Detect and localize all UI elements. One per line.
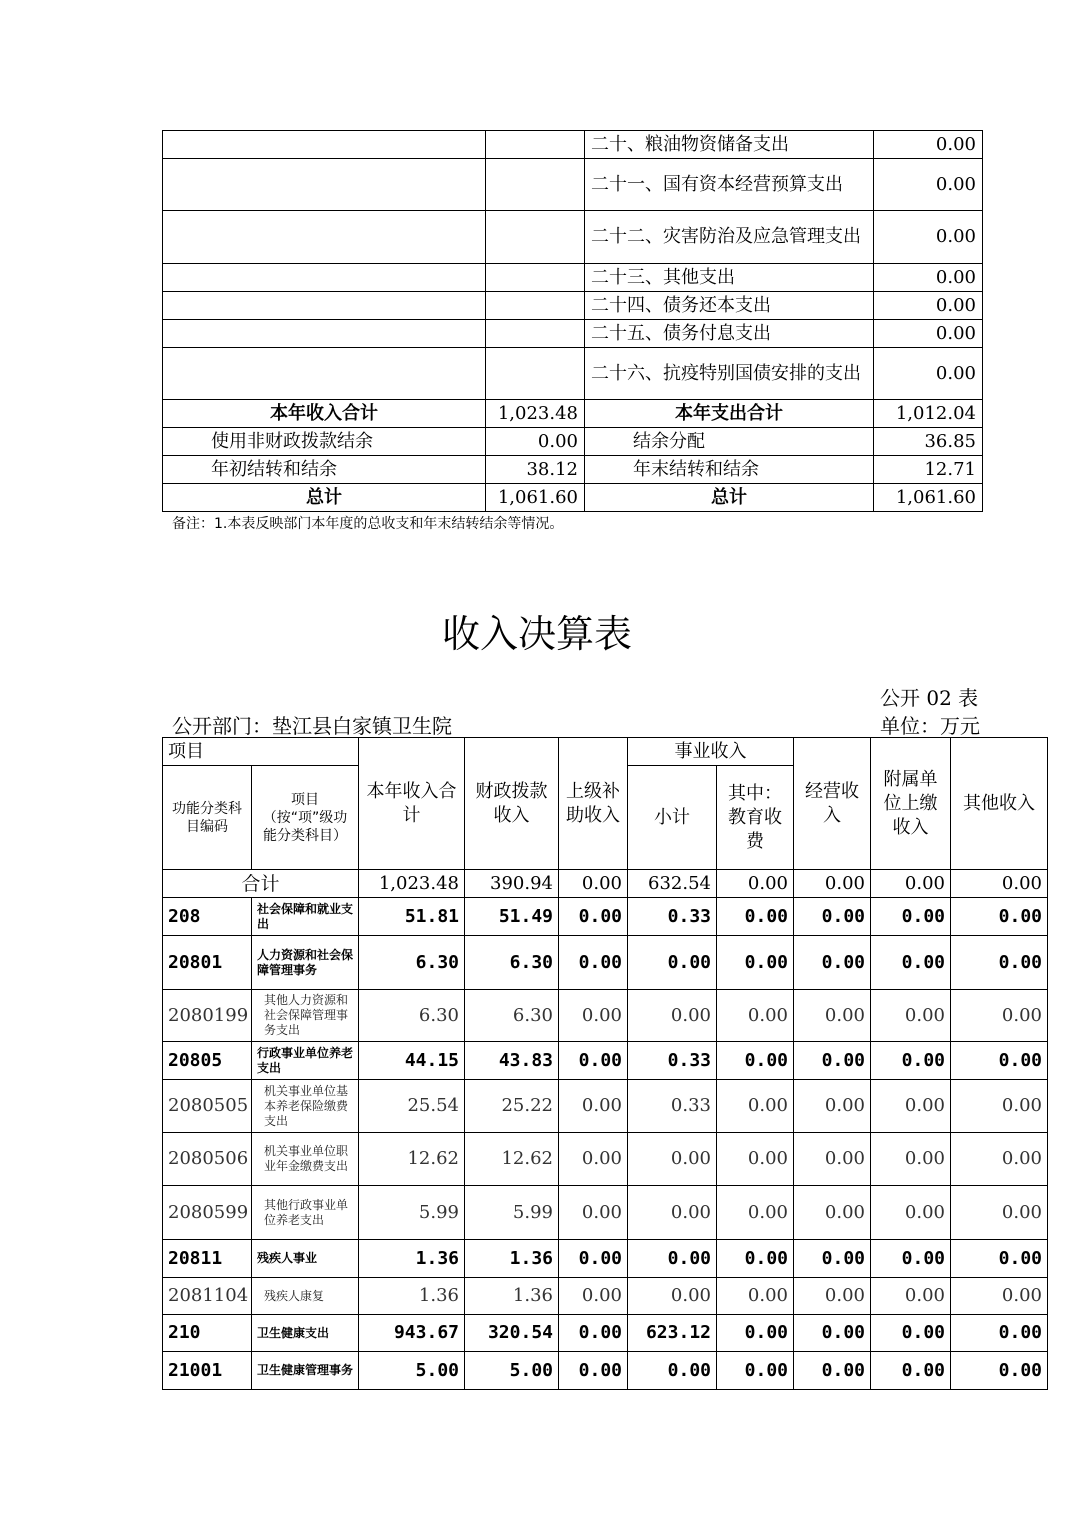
- total-other: 0.00: [951, 870, 1048, 898]
- budget-summary-body: [163, 131, 983, 400]
- header-fiscal: 财政拨款收入: [465, 738, 559, 870]
- income-amount-cell: [486, 211, 585, 264]
- row-operating: 0.00: [794, 1240, 871, 1278]
- row-subtotal: 0.33: [628, 1080, 717, 1133]
- row-total: 44.15: [359, 1042, 465, 1080]
- table-row: [163, 1315, 1048, 1352]
- expense-row: [163, 292, 983, 320]
- row-operating: 0.00: [794, 1278, 871, 1315]
- income-total-label: 本年收入合计: [163, 400, 486, 428]
- row-superior: 0.00: [559, 990, 628, 1042]
- table-row: [163, 898, 1048, 936]
- row-superior: 0.00: [559, 1352, 628, 1390]
- table-row: [163, 1186, 1048, 1240]
- expense-amount: 0.00: [874, 131, 983, 159]
- row-total: 5.00: [359, 1352, 465, 1390]
- header-affiliate: 附属单位上缴收入: [871, 738, 951, 870]
- expense-item-label: 二十、粮油物资储备支出: [585, 131, 874, 159]
- table-number: 公开 02 表: [880, 686, 979, 710]
- income-table-body: [163, 870, 1048, 1390]
- row-subtotal: 0.33: [628, 1042, 717, 1080]
- income-item-cell: [163, 264, 486, 292]
- table-row: [163, 1352, 1048, 1390]
- row-affiliate: 0.00: [871, 990, 951, 1042]
- expense-row: [163, 320, 983, 348]
- income-total-value: 1,023.48: [486, 400, 585, 428]
- income-amount-cell: [486, 348, 585, 400]
- total-label: 合计: [163, 870, 359, 898]
- income-amount-cell: [486, 264, 585, 292]
- total-affiliate: 0.00: [871, 870, 951, 898]
- header-name: 项目（按“项”级功能分类科目）: [252, 766, 359, 870]
- begin-balance-label: 年初结转和结余: [163, 456, 486, 484]
- income-item-cell: [163, 348, 486, 400]
- row-edu: 0.00: [717, 1186, 794, 1240]
- header-other: 其他收入: [951, 738, 1048, 870]
- row-code: 2080599: [163, 1186, 252, 1240]
- row-total: 943.67: [359, 1315, 465, 1352]
- row-other: 0.00: [951, 936, 1048, 990]
- header-operating: 经营收入: [794, 738, 871, 870]
- row-name: 人力资源和社会保障管理事务: [252, 936, 359, 990]
- header-item: 项目: [163, 738, 359, 766]
- row-other: 0.00: [951, 1278, 1048, 1315]
- row-fiscal: 1.36: [465, 1240, 559, 1278]
- row-name: 卫生健康支出: [252, 1315, 359, 1352]
- row-edu: 0.00: [717, 1352, 794, 1390]
- income-item-cell: [163, 211, 486, 264]
- header-business: 事业收入: [628, 738, 794, 766]
- expense-amount: 0.00: [874, 292, 983, 320]
- row-other: 0.00: [951, 1042, 1048, 1080]
- begin-balance-value: 38.12: [486, 456, 585, 484]
- non-fiscal-label: 使用非财政拨款结余: [163, 428, 486, 456]
- row-name: 行政事业单位养老支出: [252, 1042, 359, 1080]
- row-code: 21001: [163, 1352, 252, 1390]
- row-edu: 0.00: [717, 898, 794, 936]
- table-row: [163, 990, 1048, 1042]
- row-code: 210: [163, 1315, 252, 1352]
- grand-total-label-expense: 总计: [585, 484, 874, 512]
- expense-row: [163, 131, 983, 159]
- row-total: 51.81: [359, 898, 465, 936]
- row-subtotal: 0.00: [628, 1186, 717, 1240]
- row-code: 20805: [163, 1042, 252, 1080]
- expense-amount: 0.00: [874, 348, 983, 400]
- header-edu: 其中：教育收费: [717, 766, 794, 870]
- row-fiscal: 5.00: [465, 1352, 559, 1390]
- expense-total-value: 1,012.04: [874, 400, 983, 428]
- income-amount-cell: [486, 159, 585, 211]
- expense-total-label: 本年支出合计: [585, 400, 874, 428]
- row-superior: 0.00: [559, 936, 628, 990]
- surplus-dist-label: 结余分配: [585, 428, 874, 456]
- expense-item-label: 二十一、国有资本经营预算支出: [585, 159, 874, 211]
- balance-row: [163, 456, 983, 484]
- unit-label: 单位：万元: [880, 714, 980, 738]
- income-table-header: [163, 738, 1048, 870]
- row-superior: 0.00: [559, 1186, 628, 1240]
- row-operating: 0.00: [794, 898, 871, 936]
- row-edu: 0.00: [717, 1042, 794, 1080]
- row-affiliate: 0.00: [871, 1080, 951, 1133]
- row-superior: 0.00: [559, 1315, 628, 1352]
- expense-row: [163, 211, 983, 264]
- row-superior: 0.00: [559, 1042, 628, 1080]
- income-item-cell: [163, 131, 486, 159]
- table-row: [163, 1080, 1048, 1133]
- row-fiscal: 6.30: [465, 990, 559, 1042]
- row-other: 0.00: [951, 990, 1048, 1042]
- header-subtotal: 小计: [628, 766, 717, 870]
- row-name: 其他行政事业单位养老支出: [252, 1186, 359, 1240]
- row-superior: 0.00: [559, 1133, 628, 1186]
- row-edu: 0.00: [717, 1240, 794, 1278]
- row-edu: 0.00: [717, 1133, 794, 1186]
- row-code: 2080505: [163, 1080, 252, 1133]
- row-code: 2080506: [163, 1133, 252, 1186]
- income-item-cell: [163, 320, 486, 348]
- row-other: 0.00: [951, 1133, 1048, 1186]
- income-amount-cell: [486, 131, 585, 159]
- budget-summary-footer: [163, 400, 983, 512]
- expense-amount: 0.00: [874, 320, 983, 348]
- row-affiliate: 0.00: [871, 936, 951, 990]
- row-superior: 0.00: [559, 898, 628, 936]
- row-total: 1.36: [359, 1278, 465, 1315]
- row-other: 0.00: [951, 1240, 1048, 1278]
- row-edu: 0.00: [717, 1278, 794, 1315]
- table-row: [163, 1042, 1048, 1080]
- row-edu: 0.00: [717, 1315, 794, 1352]
- row-operating: 0.00: [794, 1080, 871, 1133]
- income-item-cell: [163, 159, 486, 211]
- row-total: 5.99: [359, 1186, 465, 1240]
- row-operating: 0.00: [794, 1042, 871, 1080]
- expense-item-label: 二十四、债务还本支出: [585, 292, 874, 320]
- row-other: 0.00: [951, 898, 1048, 936]
- expense-amount: 0.00: [874, 159, 983, 211]
- row-superior: 0.00: [559, 1080, 628, 1133]
- row-subtotal: 0.00: [628, 1240, 717, 1278]
- row-total: 6.30: [359, 990, 465, 1042]
- row-name: 残疾人事业: [252, 1240, 359, 1278]
- row-name: 社会保障和就业支出: [252, 898, 359, 936]
- row-operating: 0.00: [794, 936, 871, 990]
- grand-total-label-income: 总计: [163, 484, 486, 512]
- expense-item-label: 二十五、债务付息支出: [585, 320, 874, 348]
- row-total: 6.30: [359, 936, 465, 990]
- income-amount-cell: [486, 292, 585, 320]
- row-affiliate: 0.00: [871, 1278, 951, 1315]
- row-name: 机关事业单位职业年金缴费支出: [252, 1133, 359, 1186]
- expense-item-label: 二十二、灾害防治及应急管理支出: [585, 211, 874, 264]
- total-fiscal: 390.94: [465, 870, 559, 898]
- row-fiscal: 6.30: [465, 936, 559, 990]
- row-subtotal: 0.33: [628, 898, 717, 936]
- expense-row: [163, 348, 983, 400]
- row-affiliate: 0.00: [871, 1133, 951, 1186]
- row-code: 2080199: [163, 990, 252, 1042]
- row-subtotal: 0.00: [628, 1278, 717, 1315]
- row-affiliate: 0.00: [871, 1315, 951, 1352]
- row-other: 0.00: [951, 1080, 1048, 1133]
- row-affiliate: 0.00: [871, 1042, 951, 1080]
- row-affiliate: 0.00: [871, 1352, 951, 1390]
- row-operating: 0.00: [794, 1315, 871, 1352]
- surplus-dist-value: 36.85: [874, 428, 983, 456]
- row-other: 0.00: [951, 1315, 1048, 1352]
- total-superior: 0.00: [559, 870, 628, 898]
- row-subtotal: 623.12: [628, 1315, 717, 1352]
- row-subtotal: 0.00: [628, 1133, 717, 1186]
- table-row: [163, 1240, 1048, 1278]
- non-fiscal-row: [163, 428, 983, 456]
- row-operating: 0.00: [794, 1133, 871, 1186]
- table-row: [163, 936, 1048, 990]
- row-code: 2081104: [163, 1278, 252, 1315]
- row-other: 0.00: [951, 1352, 1048, 1390]
- row-name: 机关事业单位基本养老保险缴费支出: [252, 1080, 359, 1133]
- header-code: 功能分类科目编码: [163, 766, 252, 870]
- row-code: 20811: [163, 1240, 252, 1278]
- row-operating: 0.00: [794, 1352, 871, 1390]
- expense-amount: 0.00: [874, 211, 983, 264]
- row-other: 0.00: [951, 1186, 1048, 1240]
- row-fiscal: 25.22: [465, 1080, 559, 1133]
- income-amount-cell: [486, 320, 585, 348]
- grand-total-income: 1,061.60: [486, 484, 585, 512]
- expense-item-label: 二十三、其他支出: [585, 264, 874, 292]
- total-operating: 0.00: [794, 870, 871, 898]
- row-fiscal: 320.54: [465, 1315, 559, 1352]
- row-fiscal: 5.99: [465, 1186, 559, 1240]
- table-row: [163, 1133, 1048, 1186]
- expense-row: [163, 264, 983, 292]
- table-note: 备注：1.本表反映部门本年度的总收支和年末结转结余等情况。: [172, 516, 564, 532]
- grand-total-expense: 1,061.60: [874, 484, 983, 512]
- row-fiscal: 1.36: [465, 1278, 559, 1315]
- row-fiscal: 43.83: [465, 1042, 559, 1080]
- income-table: [162, 737, 1048, 1390]
- header-superior: 上级补助收入: [559, 738, 628, 870]
- end-balance-label: 年末结转和结余: [585, 456, 874, 484]
- expense-item-label: 二十六、抗疫特别国债安排的支出: [585, 348, 874, 400]
- table-row: [163, 1278, 1048, 1315]
- end-balance-value: 12.71: [874, 456, 983, 484]
- row-superior: 0.00: [559, 1240, 628, 1278]
- page-title: 收入决算表: [441, 612, 632, 656]
- row-total: 25.54: [359, 1080, 465, 1133]
- row-subtotal: 0.00: [628, 1352, 717, 1390]
- row-fiscal: 51.49: [465, 898, 559, 936]
- non-fiscal-value: 0.00: [486, 428, 585, 456]
- row-subtotal: 0.00: [628, 936, 717, 990]
- row-edu: 0.00: [717, 990, 794, 1042]
- income-total-row: [163, 400, 983, 428]
- total-edu: 0.00: [717, 870, 794, 898]
- row-affiliate: 0.00: [871, 1186, 951, 1240]
- expense-amount: 0.00: [874, 264, 983, 292]
- row-operating: 0.00: [794, 1186, 871, 1240]
- row-code: 20801: [163, 936, 252, 990]
- row-name: 其他人力资源和社会保障管理事务支出: [252, 990, 359, 1042]
- income-item-cell: [163, 292, 486, 320]
- row-edu: 0.00: [717, 1080, 794, 1133]
- row-total: 12.62: [359, 1133, 465, 1186]
- row-affiliate: 0.00: [871, 1240, 951, 1278]
- row-edu: 0.00: [717, 936, 794, 990]
- total-total: 1,023.48: [359, 870, 465, 898]
- row-fiscal: 12.62: [465, 1133, 559, 1186]
- row-name: 卫生健康管理事务: [252, 1352, 359, 1390]
- row-affiliate: 0.00: [871, 898, 951, 936]
- row-code: 208: [163, 898, 252, 936]
- row-total: 1.36: [359, 1240, 465, 1278]
- header-total: 本年收入合计: [359, 738, 465, 870]
- budget-summary-table: [162, 130, 983, 512]
- row-operating: 0.00: [794, 990, 871, 1042]
- row-superior: 0.00: [559, 1278, 628, 1315]
- expense-row: [163, 159, 983, 211]
- total-subtotal: 632.54: [628, 870, 717, 898]
- row-name: 残疾人康复: [252, 1278, 359, 1315]
- row-subtotal: 0.00: [628, 990, 717, 1042]
- total-row: [163, 870, 1048, 898]
- department-label: 公开部门：垫江县白家镇卫生院: [172, 714, 452, 738]
- grand-total-row: [163, 484, 983, 512]
